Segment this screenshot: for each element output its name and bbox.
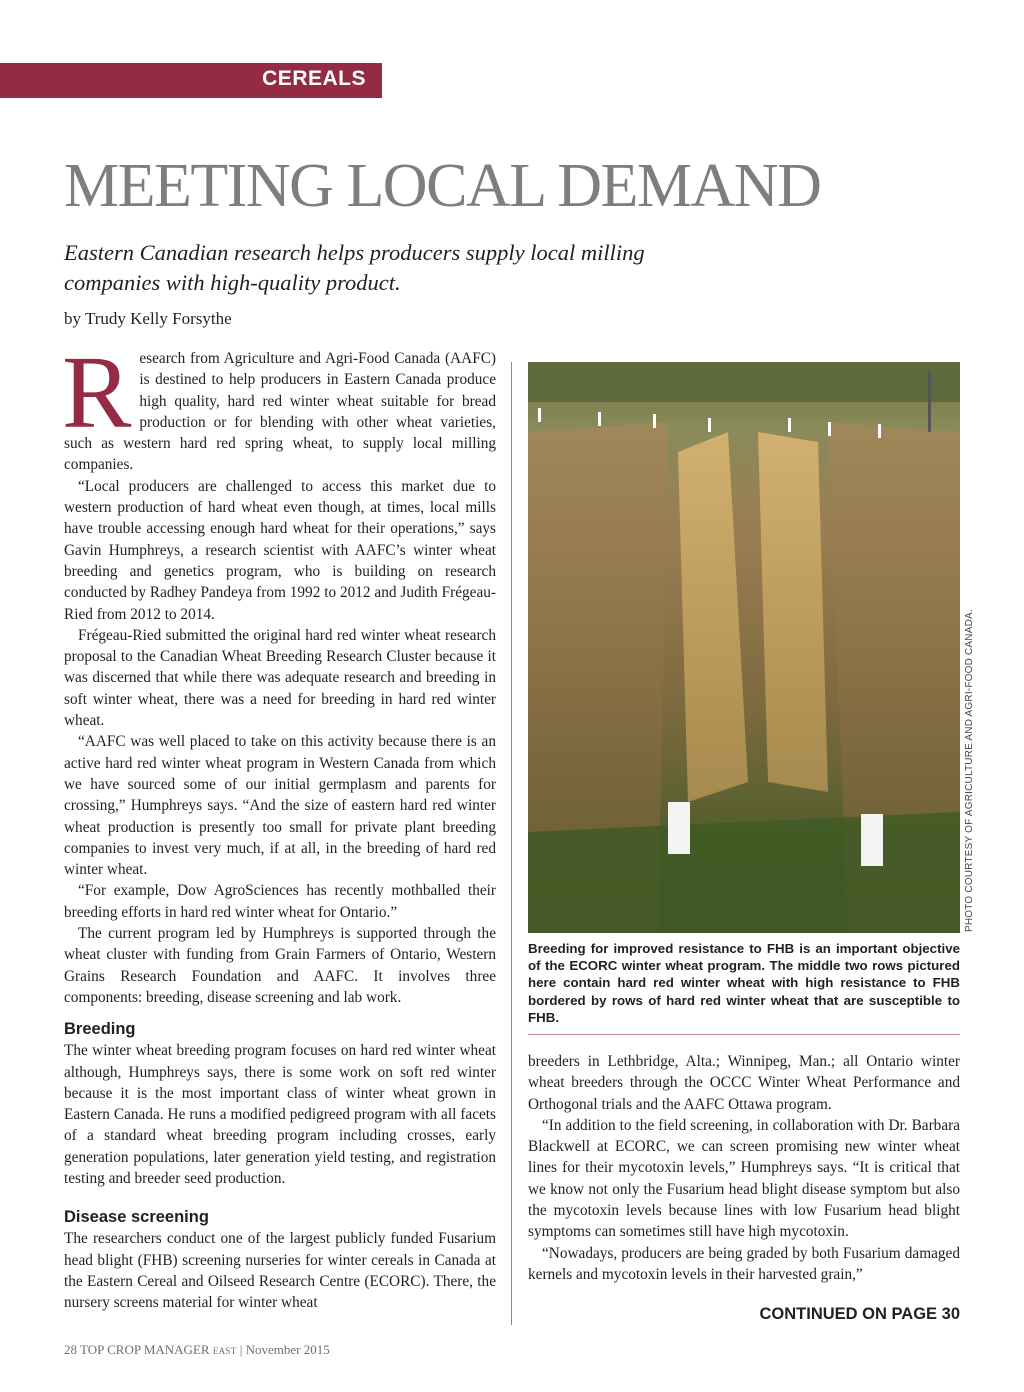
body-paragraph: “Nowadays, producers are being graded by both Fusarium damaged kernels and mycotoxin levels in their harvested grain,” — [528, 1244, 960, 1283]
body-paragraph: “AAFC was well placed to take on this activity because there is an active hard red winter wheat program in Western Canada from which we have sourced some of our initial germplasm and parents for crossing,” Humphreys says. “And the size of eastern hard red winter wheat production is presently too small for private plant breeding companies to invest very much, if at all, in the breeding of hard red winter wheat. — [64, 733, 496, 879]
photo-credit-text: PHOTO COURTESY OF AGRICULTURE AND AGRI-FOOD CANADA. — [964, 609, 975, 932]
right-column — [528, 1051, 960, 1285]
caption-rule — [528, 1034, 960, 1035]
page-number: 28 — [64, 1342, 77, 1357]
subhead-disease-screening: Disease screening — [64, 1208, 209, 1227]
section-label: CEREALS — [262, 67, 366, 90]
lead-paragraph — [62, 335, 496, 476]
body-paragraph: “For example, Dow AgroSciences has recently mothballed their breeding efforts in hard red winter wheat for Ontario.” — [64, 882, 496, 921]
article-headline: MEETING LOCAL DEMAND — [64, 152, 821, 220]
photo-caption: Breeding for improved resistance to FHB is an important objective of the ECORC winter wheat program. The middle two rows pictured here contain hard red winter wheat with high resistance to FHB bordered by rows of hard red winter wheat that are susceptible to FHB. — [528, 941, 960, 1025]
body-paragraph: “Local producers are challenged to access this market due to western production of hard wheat even though, at times, local mills have trouble accessing enough hard wheat for their operations,” says Gavin Humphreys, a research scientist with AAFC’s winter wheat breeding and genetics program, who is building on research conducted by Radhey Pandeya from 1992 to 2012 and Judith Frégeau-Ried from 2012 to 2014. — [64, 477, 496, 623]
lead-text: esearch from Agriculture and Agri-Food Canada (AAFC) is destined to help producers in Eastern Canada produce high quality, hard red winter wheat suitable for bread production or for blending with other wheat varieties, such as western hard red spring wheat, to supply local milling companies. — [64, 350, 496, 474]
magazine-edition: EAST — [212, 1346, 237, 1356]
issue-date: November 2015 — [245, 1342, 330, 1357]
footer-separator: | — [239, 1342, 243, 1357]
left-column — [62, 335, 496, 1313]
magazine-name: TOP CROP MANAGER — [80, 1342, 210, 1357]
body-paragraph: Frégeau-Ried submitted the original hard red winter wheat research proposal to the Canadian Wheat Breeding Research Cluster because it was discerned that while there was adequate research and breeding in soft winter wheat, there was a need for breeding in hard red winter wheat. — [64, 626, 496, 730]
subhead-breeding: Breeding — [64, 1020, 136, 1039]
body-paragraph: The current program led by Humphreys is supported through the wheat cluster with funding from Grain Farmers of Ontario, Western Grains Research Foundation and AAFC. It involves three components: breeding, disease screening and lab work. — [64, 925, 496, 1006]
body-paragraph: “In addition to the field screening, in collaboration with Dr. Barbara Blackwell at ECORC, we can screen promising new winter wheat lines for their mycotoxin levels,” Humphreys says. “It is critical that we know not only the Fusarium head blight disease symptom but also the mycotoxin levels because lines with low Fusarium head blight symptoms can sometimes still have high mycotoxin. — [528, 1116, 960, 1241]
article-deck: Eastern Canadian research helps producers supply local milling companies with high-quality product. — [64, 240, 645, 295]
section-bar — [0, 63, 382, 98]
disease-paragraph: The researchers conduct one of the largest publicly funded Fusarium head blight (FHB) screening nurseries for winter cereals in Canada at the Eastern Cereal and Oilseed Research Centre (ECORC). There, the nursery screens material for winter wheat — [64, 1230, 496, 1312]
column-divider — [511, 362, 512, 1325]
page-footer — [64, 1342, 330, 1358]
drop-cap: R — [62, 335, 132, 450]
wheat-field-photo — [528, 362, 960, 933]
continued-on-page: CONTINUED ON PAGE 30 — [759, 1305, 960, 1323]
breeding-paragraph: The winter wheat breeding program focuses on hard red winter wheat although, Humphreys says, there is some work on soft red winter because it is the most important class of winter wheat grown in Eastern Canada. He runs a modified pedigreed program with all facets of a standard wheat breeding program including crosses, early generation populations, later generation yield testing, and registration testing and breeder seed production. — [64, 1042, 496, 1187]
article-byline: by Trudy Kelly Forsythe — [64, 309, 232, 328]
body-paragraph: breeders in Lethbridge, Alta.; Winnipeg, Man.; all Ontario winter wheat breeders through the OCCC Winter Wheat Performance and Orthogonal trials and the AAFC Ottawa program. — [528, 1053, 960, 1113]
